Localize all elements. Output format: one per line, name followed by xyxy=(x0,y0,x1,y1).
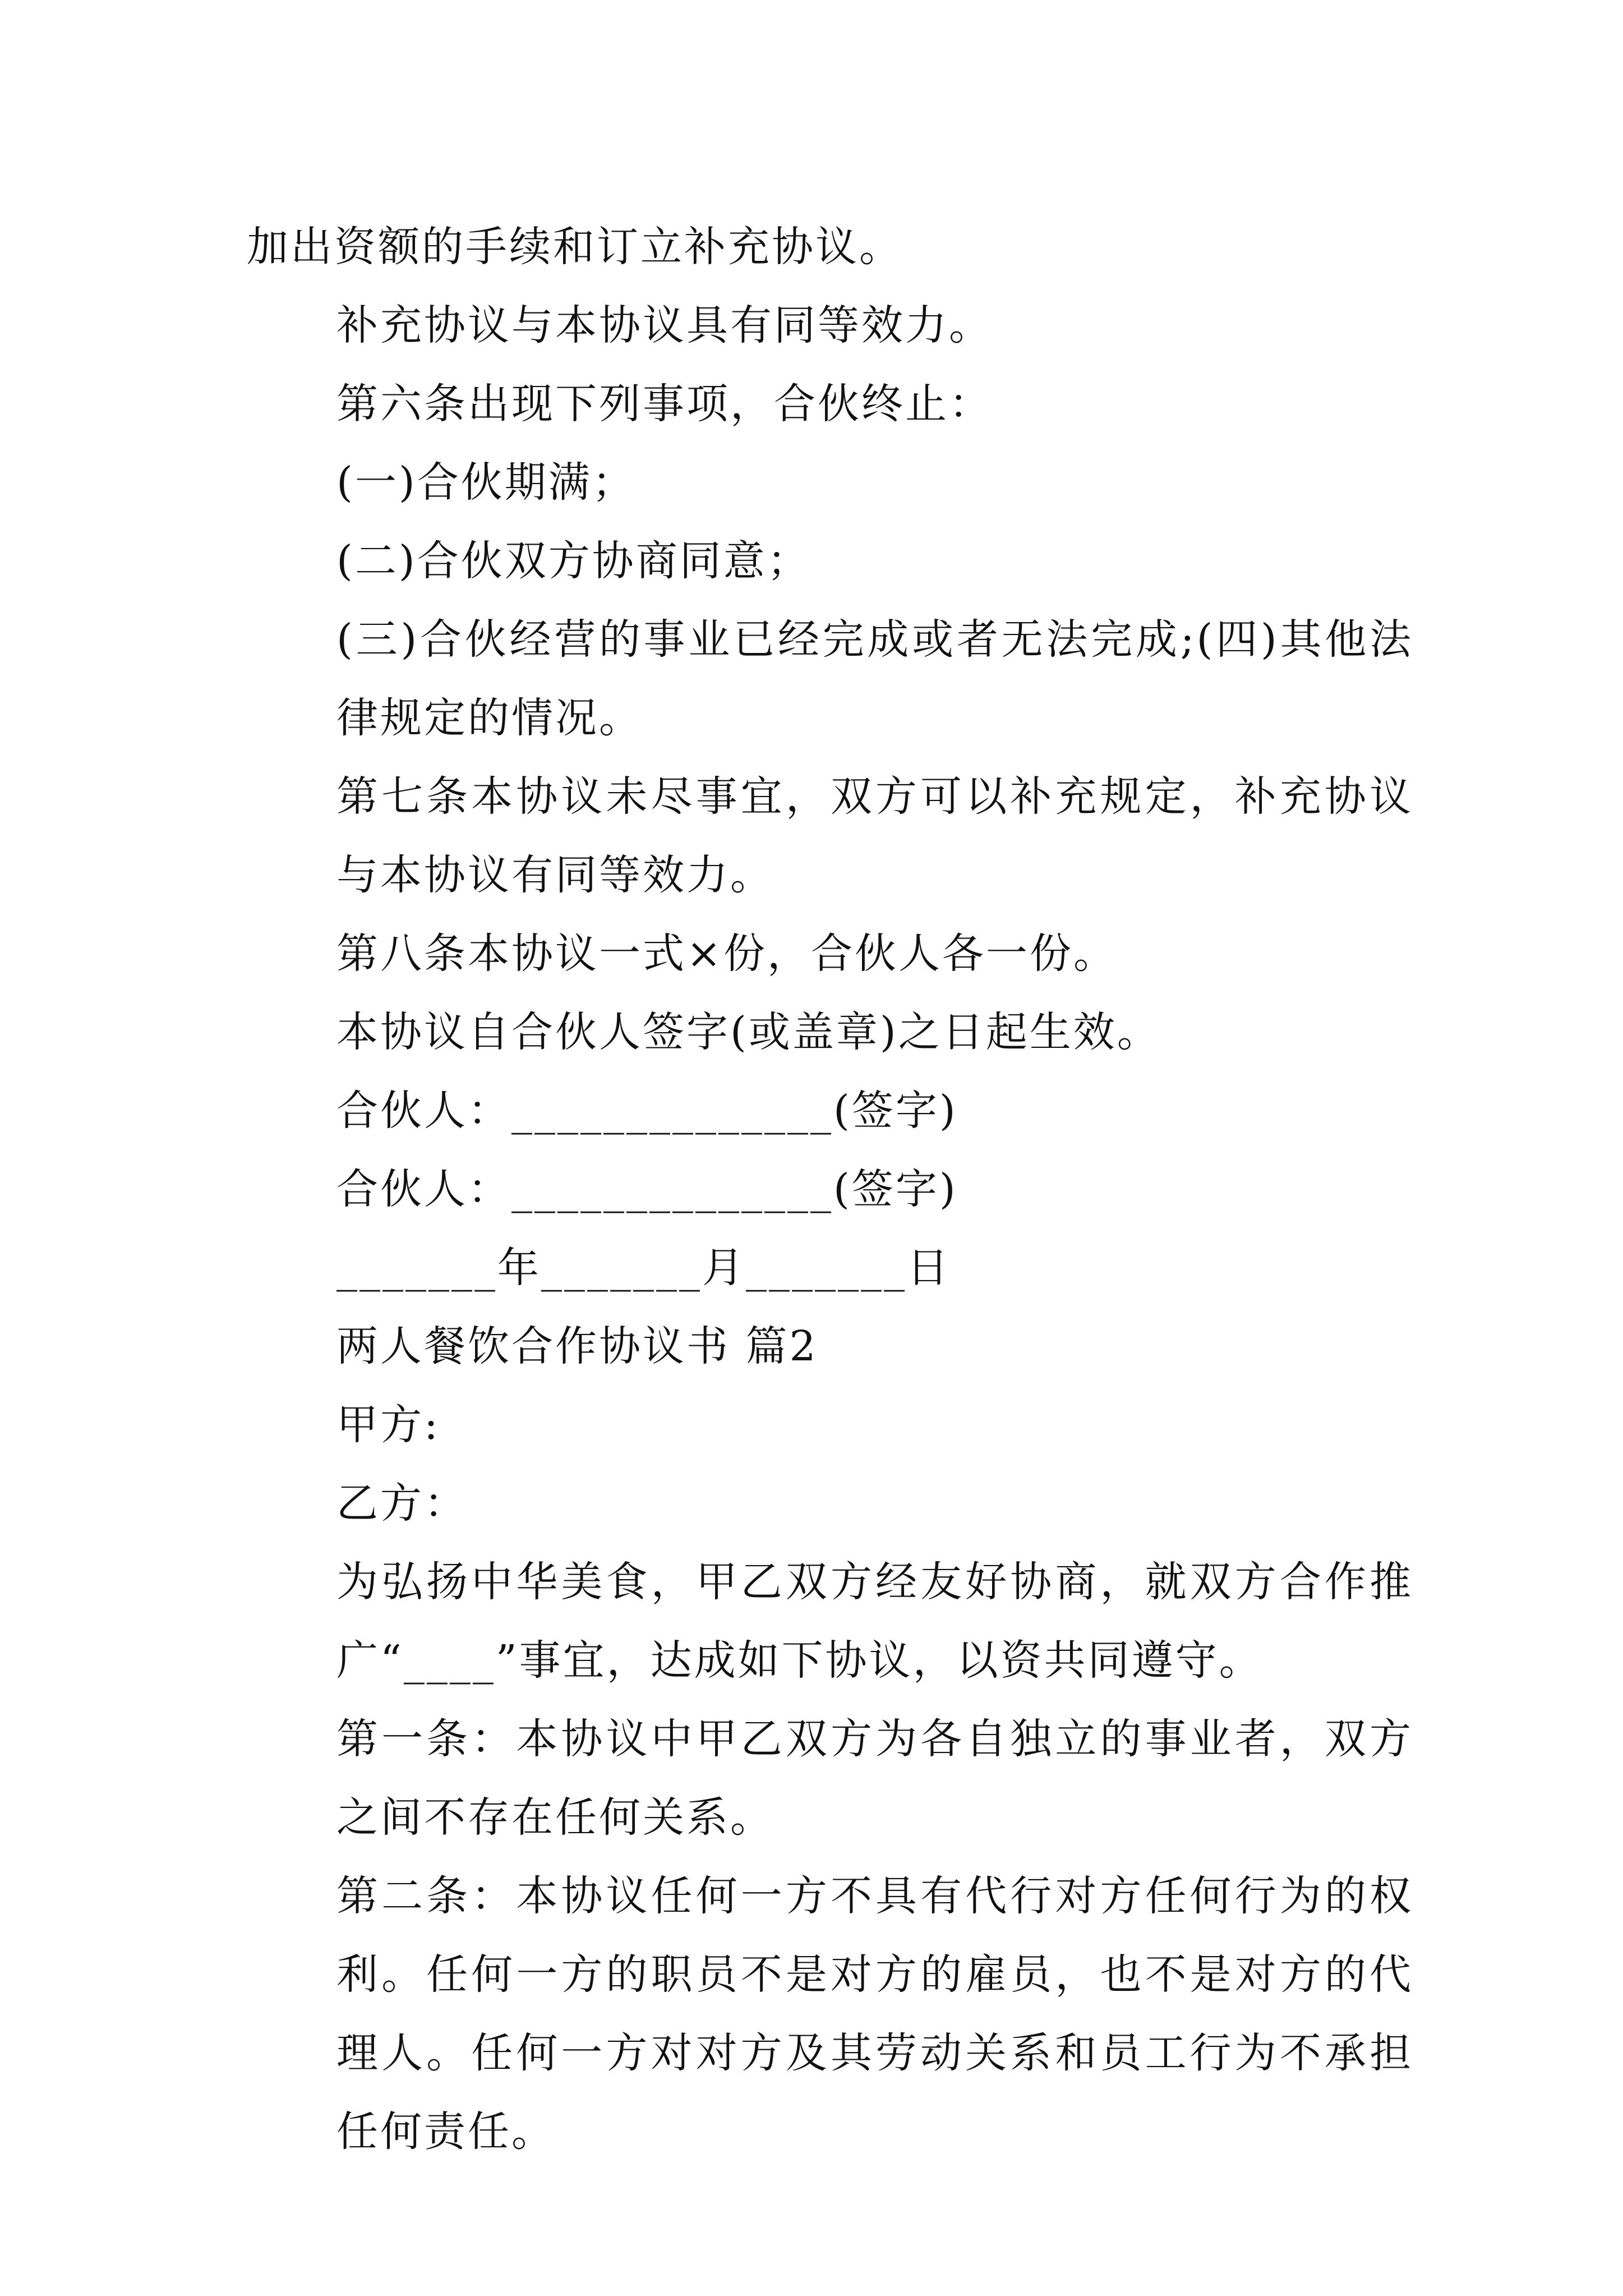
paragraph-article-6: 第六条出现下列事项，合伙终止： xyxy=(336,380,993,428)
paragraph-preamble: 为弘扬中华美食，甲乙双方经友好协商，就双方合作推广“____”事宜，达成如下协议，以资共同遵守。 xyxy=(336,1558,1413,1685)
paragraph-article-1: 第一条：本协议中甲乙双方为各自独立的事业者，双方之间不存在任何关系。 xyxy=(336,1715,1413,1842)
paragraph-article-2: 第二条：本协议任何一方不具有代行对方任何行为的权利。任何一方的职员不是对方的雇员，也不是对方的代理人。任何一方对对方及其劳动关系和员工行为不承担任何责任。 xyxy=(336,1872,1413,2156)
paragraph-capital-procedure: 加出资额的手续和订立补充协议。 xyxy=(247,223,903,271)
signature-line-partner-2: 合伙人：______________(签字) xyxy=(336,1165,958,1213)
document-body xyxy=(247,208,1413,2171)
date-line: _______年_______月_______日 xyxy=(336,1244,951,1292)
signature-line-partner-1: 合伙人：______________(签字) xyxy=(336,1087,958,1135)
party-a-line: 甲方: xyxy=(336,1401,440,1449)
list-item-1: (一)合伙期满； xyxy=(336,458,636,507)
paragraph-article-8: 第八条本协议一式×份，合伙人各一份。 xyxy=(336,930,1118,978)
paragraph-effective: 本协议自合伙人签字(或盖章)之日起生效。 xyxy=(336,1008,1161,1056)
paragraph-supplement-effect: 补充协议与本协议具有同等效力。 xyxy=(336,301,993,349)
list-item-3-4: (三)合伙经营的事业已经完成或者无法完成;(四)其他法律规定的情况。 xyxy=(336,615,1413,742)
section-title: 两人餐饮合作协议书 篇2 xyxy=(336,1322,818,1370)
party-b-line: 乙方： xyxy=(336,1479,468,1527)
list-item-2: (二)合伙双方协商同意； xyxy=(336,537,811,585)
paragraph-article-7: 第七条本协议未尽事宜，双方可以补充规定，补充协议与本协议有同等效力。 xyxy=(336,772,1413,899)
